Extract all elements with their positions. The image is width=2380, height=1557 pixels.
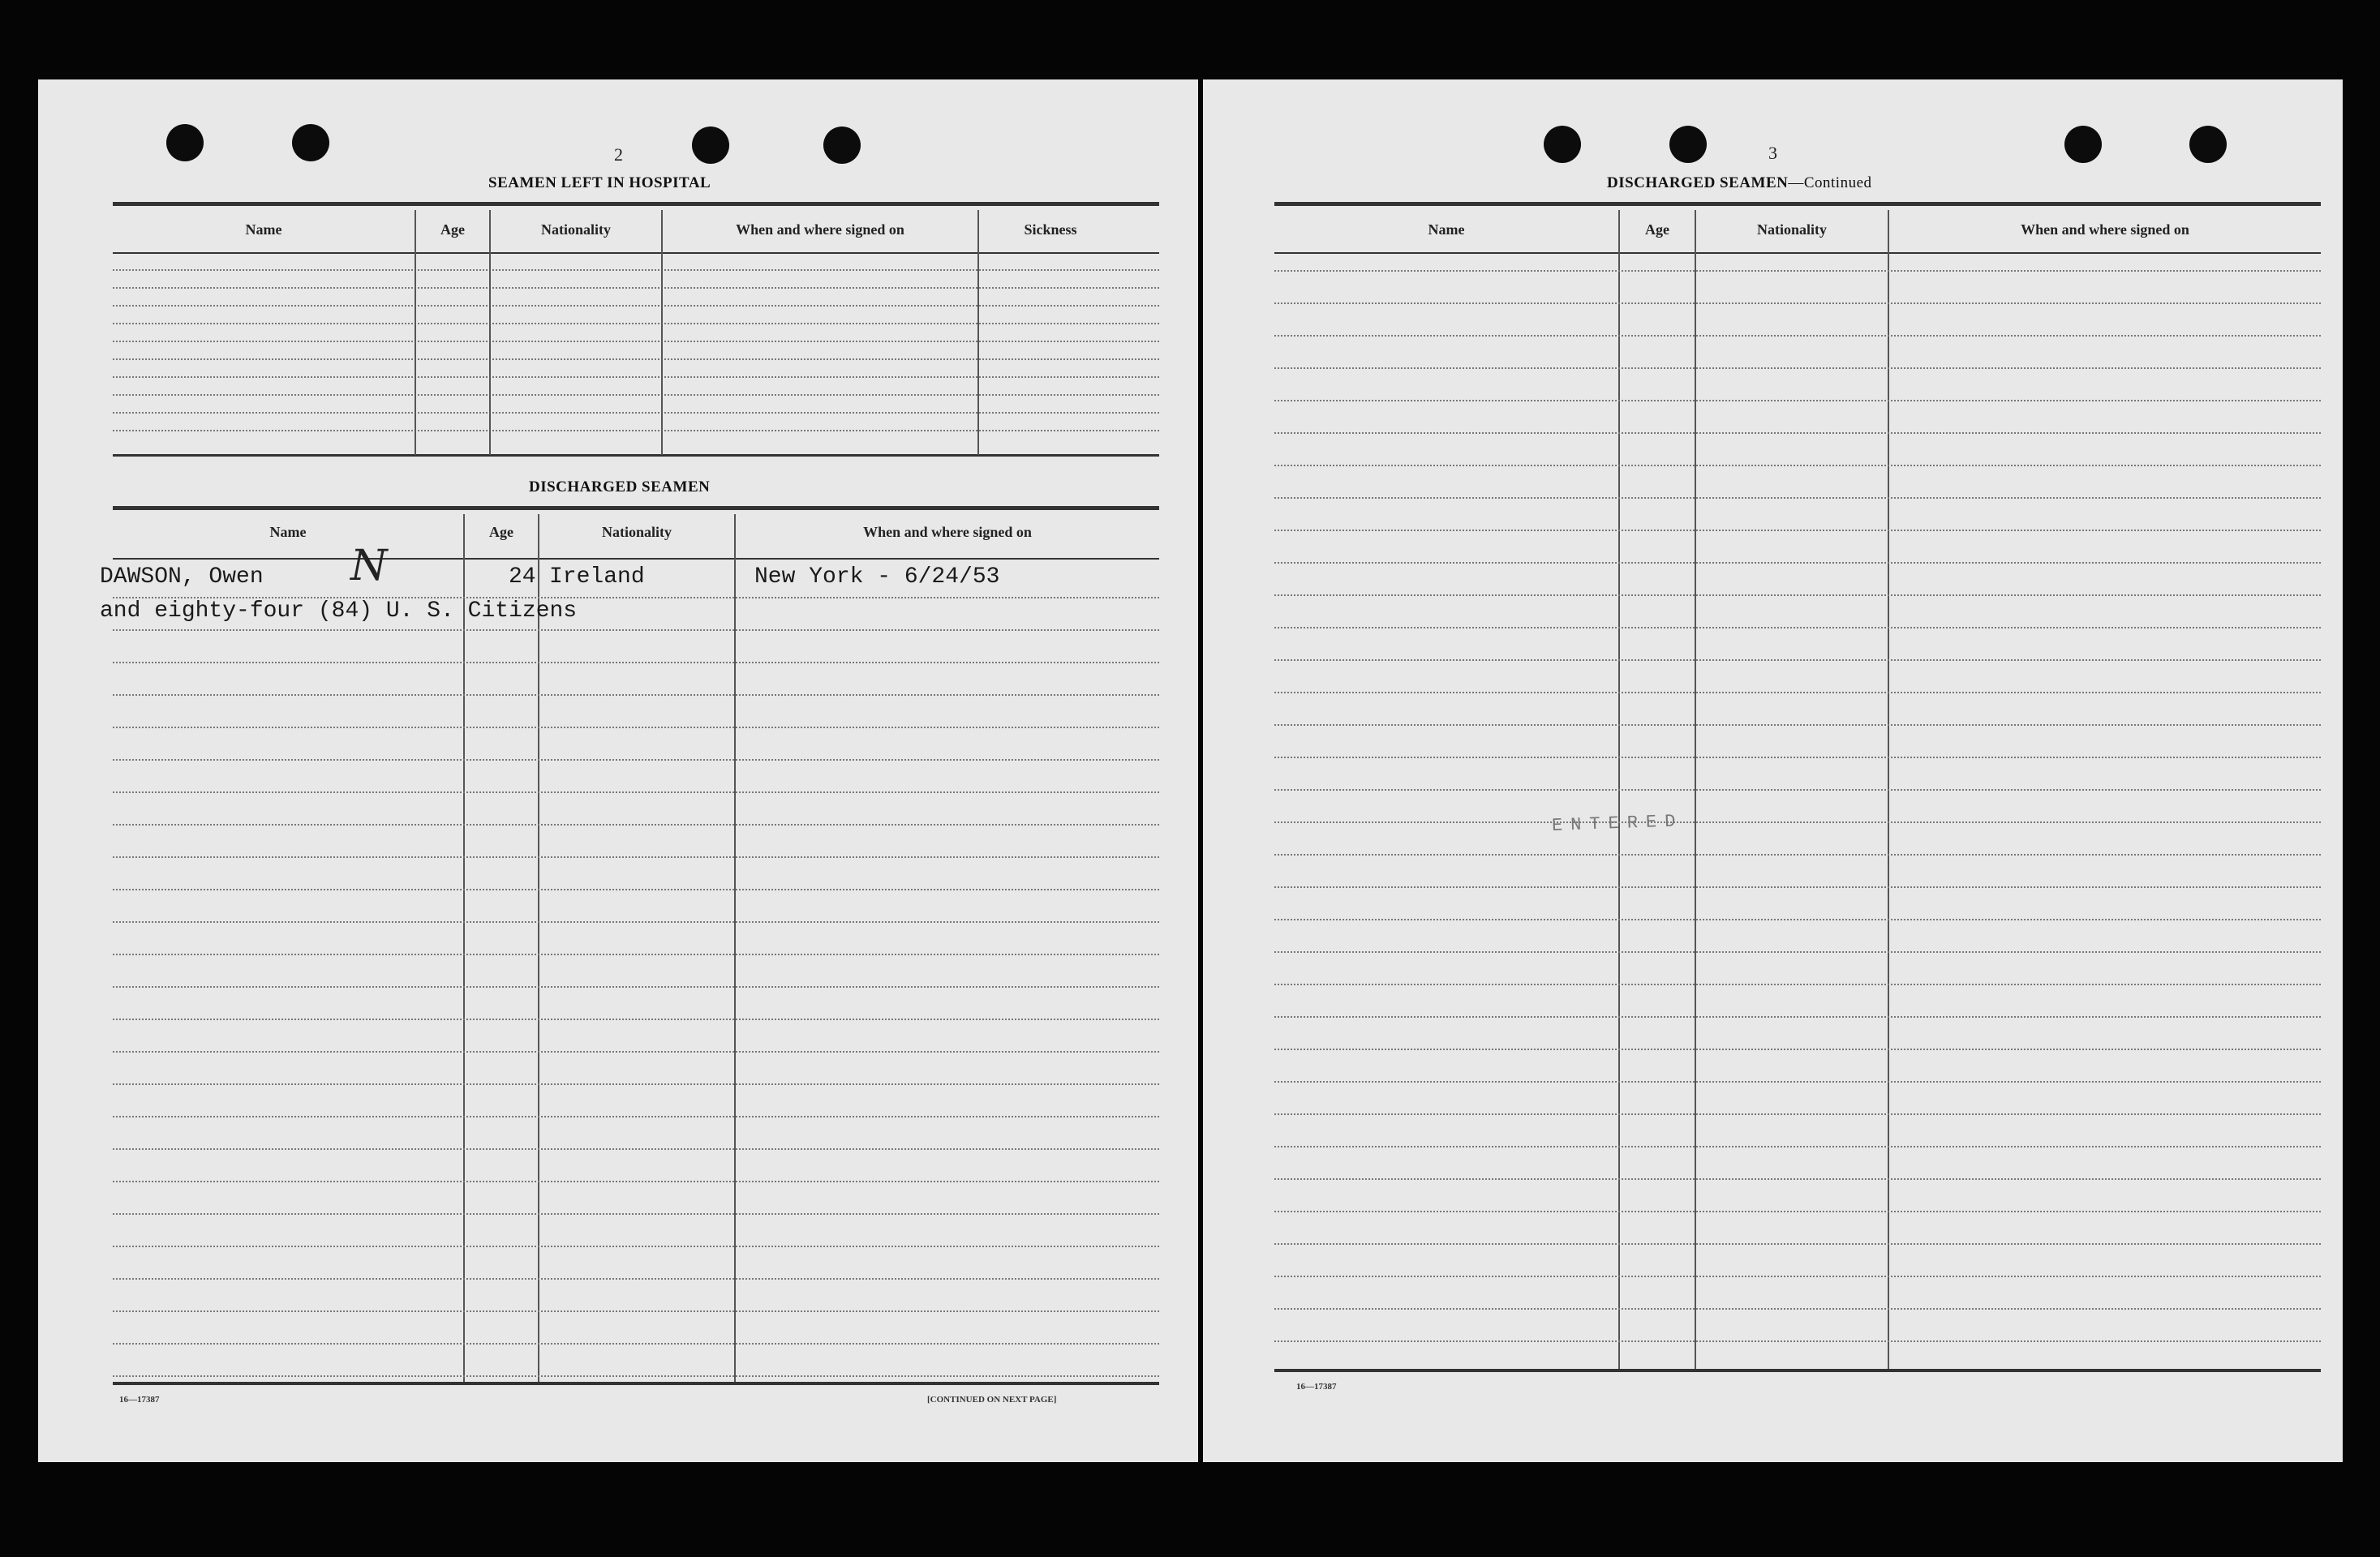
table-row bbox=[113, 1278, 1159, 1280]
title-main: DISCHARGED SEAMEN bbox=[1607, 174, 1789, 191]
column-divider bbox=[415, 210, 416, 455]
table-row bbox=[113, 394, 1159, 396]
column-header: Nationality bbox=[1756, 221, 1827, 238]
table-bottom-rule bbox=[113, 1382, 1159, 1385]
table-row bbox=[1274, 1308, 2321, 1310]
entry-signed-on: New York - 6/24/53 bbox=[754, 564, 1000, 590]
table-row bbox=[113, 629, 1159, 631]
table-row bbox=[113, 1019, 1159, 1020]
discharged-continued-title bbox=[1607, 174, 1872, 192]
table-row bbox=[113, 1213, 1159, 1215]
table-row bbox=[113, 358, 1159, 360]
column-header: Age bbox=[1645, 221, 1669, 238]
table-row bbox=[113, 727, 1159, 728]
table-row bbox=[113, 430, 1159, 431]
table-row bbox=[1274, 789, 2321, 791]
table-row bbox=[1274, 270, 2321, 272]
table-row bbox=[1274, 627, 2321, 628]
table-row bbox=[1274, 757, 2321, 758]
table-row bbox=[113, 305, 1159, 307]
table-row bbox=[1274, 400, 2321, 401]
column-divider bbox=[661, 210, 663, 455]
column-header: When and where signed on bbox=[736, 221, 904, 238]
table-row bbox=[113, 1148, 1159, 1150]
table-row bbox=[113, 1083, 1159, 1085]
column-header: When and where signed on bbox=[863, 524, 1032, 540]
column-header: When and where signed on bbox=[2021, 221, 2189, 238]
column-header: Age bbox=[440, 221, 465, 238]
table-row bbox=[113, 1246, 1159, 1247]
hospital-section-title: SEAMEN LEFT IN HOSPITAL bbox=[488, 174, 711, 191]
table-row bbox=[113, 1375, 1159, 1377]
table-row bbox=[113, 341, 1159, 342]
column-divider bbox=[489, 210, 491, 455]
entry-name: DAWSON, Owen bbox=[100, 564, 264, 590]
table-row bbox=[113, 1343, 1159, 1345]
table-row bbox=[113, 694, 1159, 696]
table-row bbox=[1274, 1081, 2321, 1083]
table-row bbox=[113, 824, 1159, 826]
entry-nationality: Ireland bbox=[549, 564, 645, 590]
continued-note: [CONTINUED ON NEXT PAGE] bbox=[927, 1395, 1057, 1405]
column-header: Name bbox=[1428, 221, 1465, 238]
table-row bbox=[113, 1051, 1159, 1053]
punch-hole bbox=[692, 127, 729, 164]
page-number: 3 bbox=[1768, 143, 1777, 163]
table-top-rule bbox=[1274, 202, 2321, 206]
table-row bbox=[1274, 1146, 2321, 1147]
header-rule bbox=[113, 558, 1159, 560]
table-row bbox=[1274, 919, 2321, 920]
table-top-rule bbox=[113, 202, 1159, 206]
entry-summary: and eighty-four (84) U. S. Citizens bbox=[100, 598, 578, 624]
column-header: Name bbox=[269, 524, 307, 540]
table-row bbox=[113, 986, 1159, 988]
table-row bbox=[1274, 530, 2321, 531]
header-rule bbox=[113, 252, 1159, 254]
left-page bbox=[38, 79, 1198, 1462]
column-divider bbox=[734, 514, 736, 1382]
table-row bbox=[113, 412, 1159, 414]
punch-hole bbox=[1544, 126, 1581, 163]
title-suffix: —Continued bbox=[1788, 174, 1872, 191]
table-bottom-rule bbox=[113, 454, 1159, 457]
punch-hole bbox=[823, 127, 861, 164]
table-row bbox=[1274, 465, 2321, 466]
handwritten-mark: N bbox=[350, 542, 388, 590]
table-row bbox=[1274, 497, 2321, 499]
table-row bbox=[113, 856, 1159, 858]
table-row bbox=[1274, 302, 2321, 304]
table-row bbox=[113, 662, 1159, 663]
table-row bbox=[1274, 984, 2321, 985]
table-row bbox=[1274, 1340, 2321, 1342]
table-row bbox=[1274, 1049, 2321, 1050]
table-row bbox=[1274, 659, 2321, 661]
table-row bbox=[113, 921, 1159, 923]
table-row bbox=[113, 376, 1159, 378]
column-header: Nationality bbox=[540, 221, 611, 238]
discharged-section-title: DISCHARGED SEAMEN bbox=[529, 478, 711, 495]
column-header: Nationality bbox=[601, 524, 672, 540]
header-rule bbox=[1274, 252, 2321, 254]
punch-hole bbox=[2064, 126, 2102, 163]
punch-hole bbox=[166, 124, 204, 161]
form-number: 16—17387 bbox=[119, 1395, 160, 1405]
table-row bbox=[1274, 951, 2321, 953]
table-row bbox=[113, 287, 1159, 289]
column-header: Age bbox=[489, 524, 513, 540]
table-row bbox=[113, 269, 1159, 271]
table-row bbox=[1274, 1178, 2321, 1180]
column-header: Name bbox=[245, 221, 282, 238]
table-row bbox=[1274, 724, 2321, 726]
table-bottom-rule bbox=[1274, 1369, 2321, 1372]
table-row bbox=[1274, 821, 2321, 823]
table-row bbox=[113, 791, 1159, 793]
table-row bbox=[113, 954, 1159, 955]
column-divider bbox=[538, 514, 539, 1382]
table-row bbox=[1274, 1276, 2321, 1277]
punch-hole bbox=[292, 124, 329, 161]
punch-hole bbox=[2189, 126, 2227, 163]
table-row bbox=[113, 889, 1159, 890]
table-row bbox=[1274, 432, 2321, 434]
table-row bbox=[113, 1116, 1159, 1117]
table-top-rule bbox=[113, 506, 1159, 510]
page-number: 2 bbox=[614, 144, 623, 165]
column-header: Sickness bbox=[1024, 221, 1077, 238]
table-row bbox=[1274, 1211, 2321, 1212]
table-row bbox=[113, 759, 1159, 761]
table-row bbox=[1274, 1113, 2321, 1115]
column-divider bbox=[977, 210, 979, 455]
table-row bbox=[1274, 562, 2321, 564]
punch-hole bbox=[1669, 126, 1707, 163]
table-row bbox=[1274, 335, 2321, 337]
table-row bbox=[1274, 886, 2321, 888]
table-row bbox=[113, 323, 1159, 324]
table-row bbox=[1274, 854, 2321, 856]
form-number: 16—17387 bbox=[1296, 1382, 1337, 1392]
entered-stamp: ENTERED bbox=[1551, 811, 1684, 836]
table-row bbox=[113, 1181, 1159, 1182]
column-divider bbox=[463, 514, 465, 1382]
table-row bbox=[1274, 1016, 2321, 1018]
table-row bbox=[1274, 594, 2321, 596]
table-row bbox=[1274, 367, 2321, 369]
entry-age: 24 bbox=[509, 564, 536, 590]
right-page bbox=[1203, 79, 2343, 1462]
table-row bbox=[1274, 692, 2321, 693]
table-row bbox=[113, 1310, 1159, 1312]
table-row bbox=[1274, 1243, 2321, 1245]
